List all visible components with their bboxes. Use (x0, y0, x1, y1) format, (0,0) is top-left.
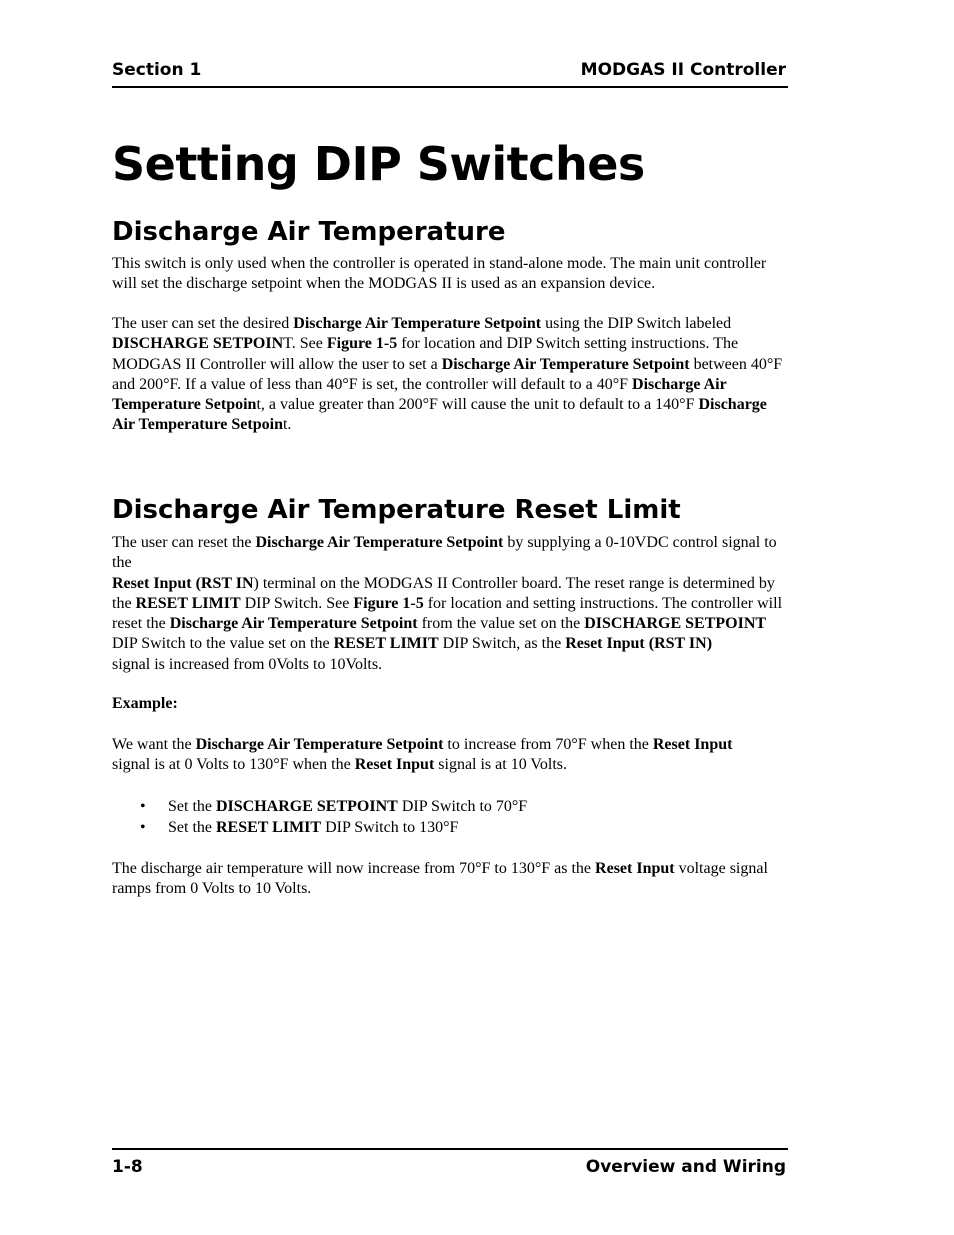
page-number: 1-8 (112, 1157, 143, 1177)
bullet-icon: • (140, 819, 146, 836)
running-footer (112, 1148, 788, 1180)
example-steps-list (112, 796, 788, 838)
section-heading-discharge-air-temperature: Discharge Air Temperature (112, 217, 506, 247)
chapter-title: Overview and Wiring (585, 1157, 786, 1177)
example-label: Example: (112, 695, 178, 712)
running-header (112, 58, 788, 88)
bullet-icon: • (140, 798, 146, 815)
section-heading-reset-limit: Discharge Air Temperature Reset Limit (112, 495, 681, 525)
header-product-name: MODGAS II Controller (580, 60, 786, 80)
paragraph-setpoint-range: The user can set the desired Discharge Air Temperature Setpoint using the DIP Switch labeled DISCHARGE SETPOINT. See Figure 1-5 for location and DIP Switch setting instructions. The MODGAS II Controller will allow the user to set a Discharge Air Temperature Setpoint between 40°F and 200°F. If a value of less than 40°F is set, the controller will default to a 40°F Discharge Air Temperature Setpoint, a value greater than 200°F will cause the unit to default to a 140°F Discharge Air Temperature Setpoint. (112, 315, 783, 434)
paragraph-result: The discharge air temperature will now increase from 70°F to 130°F as the Reset Input voltage signal ramps from 0 Volts to 10 Volts. (112, 860, 768, 898)
page-title: Setting DIP Switches (112, 137, 645, 191)
list-item: • Set the RESET LIMIT DIP Switch to 130°F (140, 819, 459, 836)
paragraph-standalone-note: This switch is only used when the controller is operated in stand-alone mode. The main unit controller will set the discharge setpoint when the MODGAS II is used as an expansion device. (112, 255, 767, 293)
paragraph-example: We want the Discharge Air Temperature Setpoint to increase from 70°F when the Reset Input signal is at 0 Volts to 130°F when the Reset Input signal is at 10 Volts. (112, 736, 733, 774)
paragraph-reset-description: The user can reset the Discharge Air Temperature Setpoint by supplying a 0-10VDC control signal to the Reset Input (RST IN) terminal on the MODGAS II Controller board. The reset range is determined by the RESET LIMIT DIP Switch. See Figure 1-5 for location and setting instructions. The controller will reset the Discharge Air Temperature Setpoint from the value set on the DISCHARGE SETPOINT DIP Switch to the value set on the RESET LIMIT DIP Switch, as the Reset Input (RST IN) signal is increased from 0Volts to 10Volts. (112, 534, 783, 673)
list-item: • Set the DISCHARGE SETPOINT DIP Switch to 70°F (140, 798, 528, 815)
header-section-label: Section 1 (112, 60, 202, 80)
